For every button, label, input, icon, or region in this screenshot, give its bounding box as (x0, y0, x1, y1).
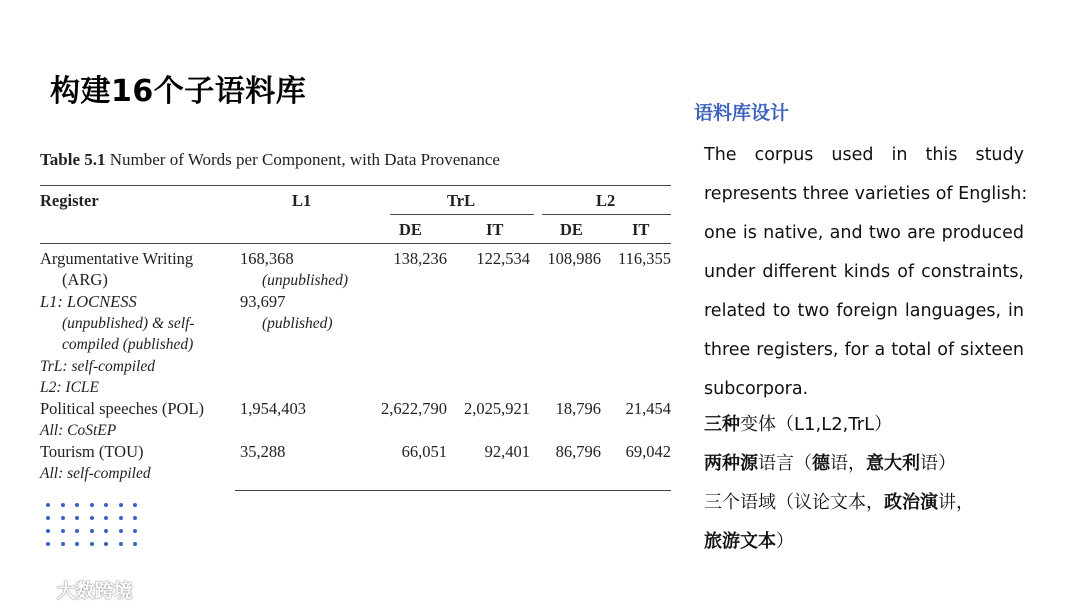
row-tou-trl-de: 66,051 (401, 442, 447, 461)
decorative-dot (133, 529, 137, 533)
decorative-dot (61, 542, 65, 546)
decorative-dot (75, 516, 79, 520)
point-languages-text-1: 语言（ (758, 453, 812, 474)
paragraph-line: subcorpora. (704, 379, 809, 399)
decorative-dot (104, 542, 108, 546)
decorative-dot (104, 529, 108, 533)
row-arg-l1-b: 93,697 (240, 292, 286, 311)
header-l1: L1 (292, 191, 312, 210)
row-arg-source-4: TrL: self-compiled (40, 358, 155, 375)
row-pol-l2-it: 21,454 (625, 399, 671, 418)
row-tou-l2-it: 69,042 (625, 442, 671, 461)
point-registers-bold: 政治演 (884, 492, 938, 513)
header-trl-it: IT (486, 220, 504, 239)
decorative-dot-grid (46, 503, 141, 551)
table-caption (40, 150, 500, 170)
row-pol-trl-de: 2,622,790 (381, 399, 447, 418)
point-languages-german: 德 (812, 453, 830, 474)
decorative-dot (61, 516, 65, 520)
point-registers-cont (704, 527, 794, 553)
decorative-dot (46, 516, 50, 520)
paragraph-line: under different kinds of constraints, (704, 262, 1024, 282)
decorative-dot (90, 516, 94, 520)
paragraph-line: The corpus used in this study (704, 145, 1024, 165)
row-tou-source: All: self-compiled (40, 465, 151, 482)
decorative-dot (46, 542, 50, 546)
decorative-dot (133, 516, 137, 520)
row-arg-l1-a-note: (unpublished) (262, 272, 349, 289)
point-registers-tourism: 旅游文本 (704, 531, 776, 552)
point-languages-italian: 意大利 (866, 453, 920, 474)
point-varieties-text: 变体（L1,L2,TrL） (740, 414, 893, 435)
header-l2-it: IT (632, 220, 650, 239)
paragraph-line: one is native, and two are produced (704, 223, 1024, 243)
row-arg-register-cont: (ARG) (62, 270, 108, 289)
row-tou-l1: 35,288 (240, 442, 286, 461)
paragraph-line: three registers, for a total of sixteen (704, 340, 1024, 360)
l2-group-rule (542, 214, 671, 215)
table-top-rule (40, 185, 671, 186)
english-paragraph (704, 136, 1028, 409)
header-trl-de: DE (399, 220, 422, 239)
decorative-dot (90, 529, 94, 533)
row-arg-source-1: L1: LOCNESS (40, 292, 137, 311)
decorative-dot (104, 516, 108, 520)
header-trl: TrL (447, 191, 476, 210)
point-registers-text-1: 三个语域（议论文本， (704, 492, 884, 513)
row-arg-source-2: (unpublished) & self- (62, 315, 195, 332)
paragraph-line: represents three varieties of English: (704, 184, 1028, 204)
watermark-logo-icon (10, 582, 50, 602)
decorative-dot (90, 503, 94, 507)
row-arg-trl-de: 138,236 (393, 249, 447, 268)
point-varieties-bold: 三种 (704, 414, 740, 435)
row-pol-trl-it: 2,025,921 (464, 399, 530, 418)
row-arg-l1-a: 168,368 (240, 249, 294, 268)
watermark (10, 576, 133, 603)
decorative-dot (75, 542, 79, 546)
decorative-dot (46, 503, 50, 507)
row-arg-l1-b-note: (published) (262, 315, 333, 332)
side-heading: 语料库设计 (694, 102, 790, 124)
decorative-dot (133, 542, 137, 546)
row-arg-trl-it: 122,534 (476, 249, 530, 268)
row-tou-trl-it: 92,401 (484, 442, 530, 461)
decorative-dot (119, 503, 123, 507)
watermark-text: 大数跨境 (56, 580, 133, 602)
decorative-dot (75, 529, 79, 533)
paragraph-line: related to two foreign languages, in (704, 301, 1024, 321)
decorative-dot (119, 529, 123, 533)
row-tou-register: Tourism (TOU) (40, 442, 144, 461)
decorative-dot (90, 542, 94, 546)
decorative-dot (61, 529, 65, 533)
decorative-dot (61, 503, 65, 507)
trl-group-rule (390, 214, 534, 215)
header-bottom-rule (40, 243, 671, 244)
row-arg-l2-it: 116,355 (617, 249, 671, 268)
decorative-dot (119, 516, 123, 520)
point-languages-text-3: 语） (920, 453, 956, 474)
table-bottom-rule (235, 490, 671, 491)
decorative-dot (104, 503, 108, 507)
decorative-dot (119, 542, 123, 546)
header-l2-de: DE (560, 220, 583, 239)
point-languages (704, 449, 956, 475)
row-pol-l2-de: 18,796 (555, 399, 601, 418)
slide-title: 构建16个子语料库 (50, 74, 307, 109)
point-languages-text-2: 语， (830, 453, 866, 474)
decorative-dot (133, 503, 137, 507)
row-arg-register: Argumentative Writing (40, 249, 194, 268)
table-caption-label: Table 5.1 (40, 150, 106, 169)
decorative-dot (46, 529, 50, 533)
row-arg-source-3: compiled (published) (62, 336, 194, 353)
row-pol-source: All: CoStEP (40, 422, 117, 439)
row-pol-register: Political speeches (POL) (40, 399, 205, 418)
row-arg-source-5: L2: ICLE (40, 379, 99, 396)
point-varieties (704, 410, 892, 436)
point-registers (704, 488, 974, 514)
header-l2: L2 (596, 191, 616, 210)
table-caption-text: Number of Words per Component, with Data Provenance (109, 150, 500, 169)
row-arg-l2-de: 108,986 (547, 249, 601, 268)
point-registers-text-2: 讲， (938, 492, 974, 513)
row-tou-l2-de: 86,796 (555, 442, 601, 461)
header-register: Register (40, 191, 99, 210)
row-pol-l1: 1,954,403 (240, 399, 306, 418)
point-languages-bold: 两种源 (704, 453, 758, 474)
decorative-dot (75, 503, 79, 507)
point-registers-close: ） (776, 531, 794, 552)
